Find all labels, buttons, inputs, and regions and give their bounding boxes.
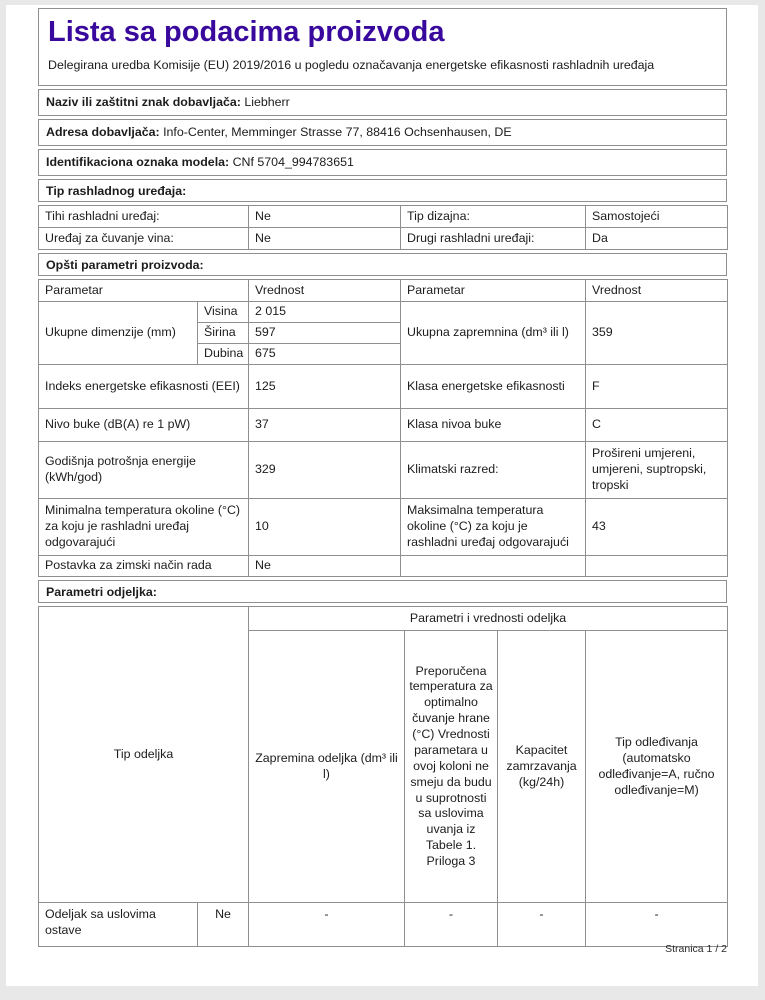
param-value: Ne [249,206,401,228]
document-page [6,5,758,986]
section-header-compartments: Parametri odjeljka: [38,580,727,603]
param-label: Godišnja potrošnja energije (kWh/god) [39,442,249,499]
page-title: Lista sa podacima proizvoda [48,16,445,48]
column-header: Zapremina odeljka (dm³ ili l) [249,631,405,903]
page-number: Stranica 1 / 2 [665,943,727,955]
title-box [38,8,727,86]
param-label: Tip dizajna: [401,206,586,228]
param-value: 37 [249,409,401,442]
supplier-address-value: Info-Center, Memminger Strasse 77, 88416 Ochsenhausen, DE [163,125,512,140]
param-value: F [586,365,728,409]
table-row [39,365,728,409]
compartment-type: Odeljak sa uslovima ostave [39,903,198,947]
compartment-volume: - [249,903,405,947]
section-header-type: Tip rashladnog uređaja: [38,179,727,202]
table-row [39,228,728,250]
general-table [38,279,728,577]
param-label: Ukupna zapremnina (dm³ ili l) [401,302,586,365]
table-row [39,409,728,442]
param-label: Klimatski razred: [401,442,586,499]
param-value: Samostojeći [586,206,728,228]
table-row [39,206,728,228]
supplier-name-label: Naziv ili zaštitni znak dobavljača: [46,95,241,110]
param-value: 359 [586,302,728,365]
compartment-defrost: - [586,903,728,947]
compartments-table [38,606,728,947]
compartment-present: Ne [198,903,249,947]
param-label: Postavka za zimski način rada [39,556,249,577]
param-label: Klasa nivoa buke [401,409,586,442]
dimension-name: Dubina [198,344,249,365]
param-value: Ne [249,556,401,577]
param-label: Maksimalna temperatura okoline (°C) za koju je rashladni uređaj odgovarajući [401,499,586,556]
param-label: Tihi rashladni uređaj: [39,206,249,228]
param-value: Prošireni umjereni, umjereni, suptropski, tropski [586,442,728,499]
param-label: Minimalna temperatura okoline (°C) za koju je rashladni uređaj odgovarajući [39,499,249,556]
param-label: Uređaj za čuvanje vina: [39,228,249,250]
table-row [39,903,728,947]
param-value: 43 [586,499,728,556]
param-label: Nivo buke (dB(A) re 1 pW) [39,409,249,442]
dimension-name: Visina [198,302,249,323]
param-label: Indeks energetske efikasnosti (EEI) [39,365,249,409]
table-row [39,442,728,499]
table-row [39,499,728,556]
dimension-value: 675 [249,344,401,365]
table-header-row [39,280,728,302]
model-id-row [38,149,727,176]
section-header-general: Opšti parametri proizvoda: [38,253,727,276]
group-header: Parametri i vrednosti odeljka [249,607,728,631]
supplier-address-row [38,119,727,146]
supplier-name-row [38,89,727,116]
column-header: Tip odeljka [39,607,249,903]
column-header: Tip odleđivanja (automatsko odleđivanje=A, ručno odleđivanje=M) [586,631,728,903]
param-value: Ne [249,228,401,250]
supplier-address-label: Adresa dobavljača: [46,125,160,140]
supplier-name-value: Liebherr [244,95,290,110]
dimension-value: 2 015 [249,302,401,323]
dimension-value: 597 [249,323,401,344]
type-table [38,205,728,250]
table-header-row [39,607,728,631]
param-value: C [586,409,728,442]
compartment-capacity: - [498,903,586,947]
param-label [401,556,586,577]
dimension-name: Širina [198,323,249,344]
column-header: Parametar [401,280,586,302]
column-header: Kapacitet zamrzavanja (kg/24h) [498,631,586,903]
page-subtitle: Delegirana uredba Komisije (EU) 2019/2016 u pogledu označavanja energetske efikasnosti rashladnih uređaja [48,58,655,73]
column-header: Vrednost [249,280,401,302]
column-header: Vrednost [586,280,728,302]
model-id-value: CNf 5704_994783651 [232,155,354,170]
column-header: Parametar [39,280,249,302]
param-value: 125 [249,365,401,409]
param-value: 10 [249,499,401,556]
param-value [586,556,728,577]
column-header: Preporučena temperatura za optimalno čuvanje hrane (°C) Vrednosti parametara u ovoj koloni ne smeju da budu u suprotnosti sa uslovima uvanja iz Tabele 1. Priloga 3 [405,631,498,903]
table-row [39,302,728,323]
document-content [6,5,758,947]
model-id-label: Identifikaciona oznaka modela: [46,155,230,170]
param-label: Klasa energetske efikasnosti [401,365,586,409]
param-value: 329 [249,442,401,499]
table-row [39,556,728,577]
param-value: Da [586,228,728,250]
param-label: Drugi rashladni uređaji: [401,228,586,250]
compartment-temperature: - [405,903,498,947]
dimensions-label: Ukupne dimenzije (mm) [39,302,198,365]
